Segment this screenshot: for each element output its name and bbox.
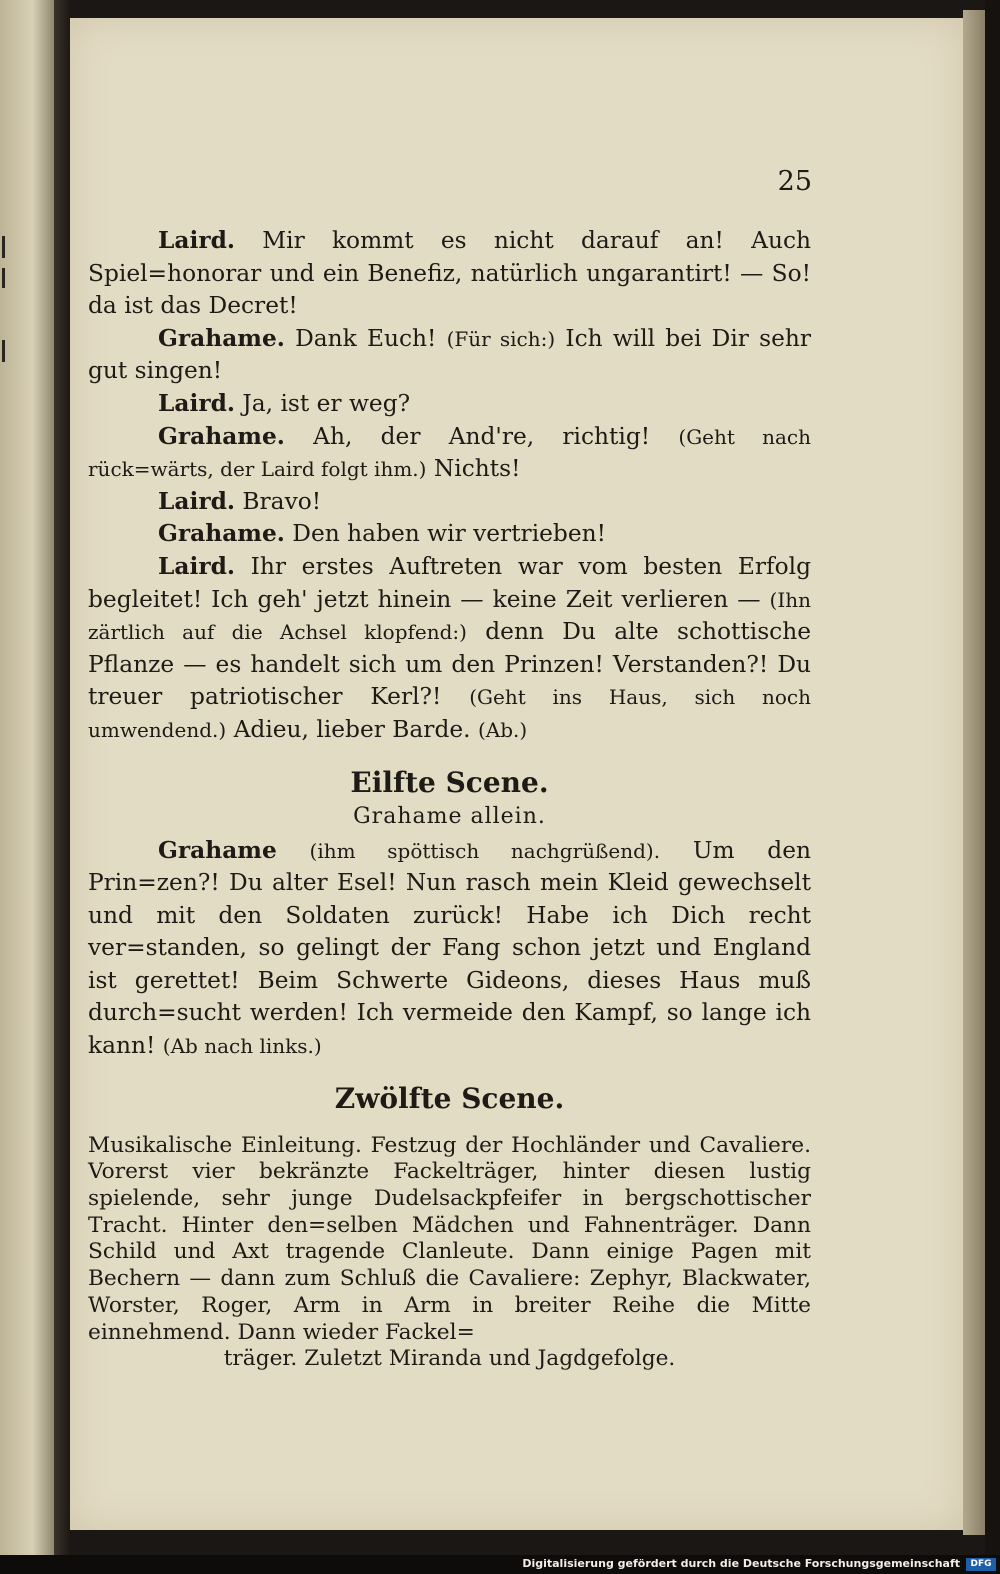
dialogue-line — [88, 225, 811, 323]
stage-direction: (Für sich:) — [446, 326, 556, 351]
dialogue-text: Nichts! — [426, 455, 521, 483]
left-page-mark — [2, 340, 5, 362]
speaker-name: Laird. — [158, 227, 236, 254]
description-end: träger. Zuletzt Miranda und Jagdgefolge. — [223, 1346, 676, 1372]
stage-direction: (Geht ins Haus, sich noch umwendend.) — [88, 685, 811, 742]
page-text — [88, 225, 811, 1373]
speaker-name: Grahame. — [158, 422, 285, 450]
dialogue-line — [88, 835, 811, 1063]
dialogue-line — [88, 421, 811, 486]
right-page-edge — [963, 10, 985, 1535]
left-page-mark — [2, 236, 5, 258]
dialogue-text: Den haben wir vertrieben! — [292, 520, 606, 548]
page-number: 25 — [777, 166, 812, 197]
dialogue-text: Adieu, lieber Barde. — [226, 715, 478, 743]
dialogue-line — [88, 518, 811, 551]
dialogue-text: Um den Prin=zen?! Du alter Esel! Nun rasch mein Kleid gewechselt und mit den Soldaten zurück! Habe ich Dich recht ver=standen, so gelingt der Fang schon jetzt und England ist gerettet! Beim Schwerte Gideons, dieses Haus muß durch=sucht werden! Ich vermeide den Kampf, so lange ich kann! — [88, 836, 811, 1060]
stage-direction: (Geht nach rück=wärts, der Laird folgt ihm.) — [88, 424, 812, 482]
scene-heading: Zwölfte Scene. — [334, 1081, 565, 1115]
dialogue-line — [88, 551, 811, 747]
dialogue-line — [88, 388, 811, 421]
stage-direction: (Ab nach links.) — [162, 1034, 322, 1059]
description-text: Musikalische Einleitung. Festzug der Hochländer und Cavaliere. Vorerst vier bekränzte Fackelträger, hinter diesen lustig spielende, sehr junge Dudelsackpfeifer in bergschottischer Tracht. Hinter den=selben Mädchen und Fahnenträger. Dann Schild und Axt tragende Clanleute. Dann einige Pagen mit Bechern — dann zum Schluß die Cavaliere: Zephyr, Blackwater, Worster, Roger, Arm in Arm in breiter Reihe die Mitte einnehmend. Dann wieder Fackel= — [88, 1132, 811, 1345]
dialogue-text: Ja, ist er weg? — [242, 389, 411, 417]
funding-credit: Digitalisierung gefördert durch die Deutsche Forschungsgemeinschaft — [522, 1557, 960, 1570]
dialogue-text: Bravo! — [242, 487, 322, 515]
scan-background — [985, 0, 1000, 1555]
dfg-logo: DFG — [966, 1558, 996, 1571]
scene-subheading: Grahame allein. — [353, 803, 546, 829]
dialogue-text: Ah, der And're, richtig! — [313, 422, 679, 450]
speaker-name: Grahame — [158, 836, 277, 864]
dialogue-line — [88, 323, 811, 388]
book-gutter — [54, 0, 70, 1555]
dialogue-text: Ihr erstes Auftreten war vom besten Erfolg begleitet! Ich geh' jetzt hinein — keine Zeit verlieren — — [88, 552, 812, 613]
dialogue-text: denn Du alte schottische Pflanze — es handelt sich um den Prinzen! Verstanden?! Du treuer patriotischer Kerl?! — [88, 618, 811, 711]
speaker-name: Laird. — [158, 389, 236, 417]
spacer — [88, 1117, 811, 1133]
left-page-mark — [2, 268, 5, 288]
dialogue-text: Ich will bei Dir sehr gut singen! — [88, 324, 811, 385]
scene-heading: Eilfte Scene. — [350, 765, 549, 799]
speaker-name: Laird. — [158, 552, 236, 580]
stage-direction: (Ihn zärtlich auf die Achsel klopfend:) — [88, 587, 811, 645]
dialogue-text: Mir kommt es nicht darauf an! Auch Spiel=honorar und ein Benefiz, natürlich ungarantirt! — So! da ist das Decret! — [88, 227, 812, 320]
dialogue-text: Dank Euch! — [295, 324, 447, 352]
scene-description — [88, 1133, 811, 1373]
stage-direction: (Ab.) — [477, 717, 528, 742]
speaker-name: Grahame. — [158, 520, 285, 548]
stage-direction: (ihm spöttisch nachgrüßend). — [309, 838, 661, 863]
left-page-edge — [0, 0, 54, 1555]
speaker-name: Laird. — [158, 487, 236, 515]
dialogue-line — [88, 486, 811, 519]
speaker-name: Grahame. — [158, 324, 285, 352]
